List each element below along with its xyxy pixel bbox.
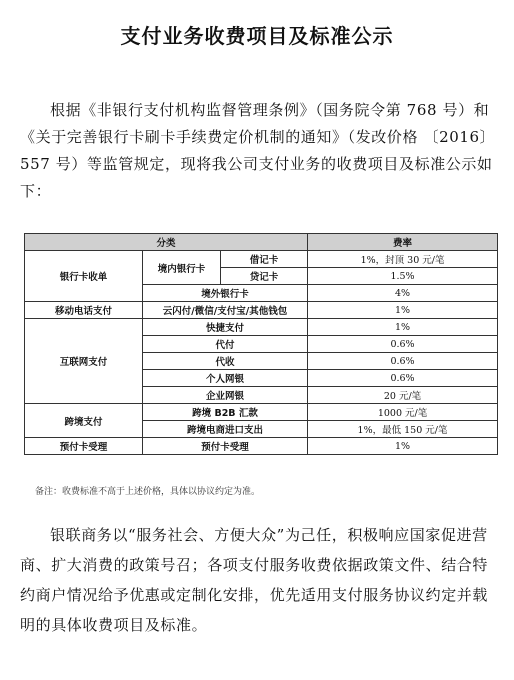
table-row <box>25 404 498 421</box>
rate-prepaid-card: 1% <box>308 438 498 455</box>
header-category: 分类 <box>25 234 308 251</box>
category-mobile-payment: 移动电话支付 <box>25 302 143 319</box>
rate-foreign-card: 4% <box>308 285 498 302</box>
item-corporate-banking: 企业网银 <box>143 387 308 404</box>
item-b2b-remittance: 跨境 B2B 汇款 <box>143 404 308 421</box>
item-payout: 代付 <box>143 336 308 353</box>
fee-table <box>24 233 498 455</box>
category-bank-card: 银行卡收单 <box>25 251 143 302</box>
rate-quick-pay: 1% <box>308 319 498 336</box>
rate-personal-banking: 0.6% <box>308 370 498 387</box>
header-rate: 费率 <box>308 234 498 251</box>
rate-debit-card: 1%，封顶 30 元/笔 <box>308 251 498 268</box>
item-credit-card: 贷记卡 <box>221 268 308 285</box>
category-cross-border: 跨境支付 <box>25 404 143 438</box>
item-debit-card: 借记卡 <box>221 251 308 268</box>
item-personal-banking: 个人网银 <box>143 370 308 387</box>
item-foreign-card: 境外银行卡 <box>143 285 308 302</box>
rate-credit-card: 1.5% <box>308 268 498 285</box>
rate-collection: 0.6% <box>308 353 498 370</box>
page-title: 支付业务收费项目及标准公示 <box>120 24 394 48</box>
item-ecommerce-import: 跨境电商进口支出 <box>143 421 308 438</box>
rate-payout: 0.6% <box>308 336 498 353</box>
item-collection: 代收 <box>143 353 308 370</box>
item-prepaid-card: 预付卡受理 <box>143 438 308 455</box>
item-quick-pay: 快捷支付 <box>143 319 308 336</box>
item-wallets: 云闪付/微信/支付宝/其他钱包 <box>143 302 308 319</box>
closing-paragraph: 银联商务以“服务社会、方便大众”为己任，积极响应国家促进营商、扩大消费的政策号召；各项支付服务收费依据政策文件、结合特约商户情况给予优惠或定制化安排，优先适用支付服务协议约定并载明的具体收费项目及标准。 <box>20 526 489 634</box>
table-note: 备注：收费标准不高于上述价格，具体以协议约定为准。 <box>35 487 261 497</box>
rate-b2b-remittance: 1000 元/笔 <box>308 404 498 421</box>
rate-wallets: 1% <box>308 302 498 319</box>
category-prepaid-card: 预付卡受理 <box>25 438 143 455</box>
table-row <box>25 251 498 268</box>
category-internet-payment: 互联网支付 <box>25 319 143 404</box>
rate-ecommerce-import: 1%，最低 150 元/笔 <box>308 421 498 438</box>
intro-paragraph: 根据《非银行支付机构监督管理条例》（国务院令第 768 号）和《关于完善银行卡刷卡手续费定价机制的通知》（发改价格 〔2016〕557 号）等监管规定，现将我公司支付业务的收费项目及标准公示如下： <box>20 101 496 200</box>
subcategory-domestic-card: 境内银行卡 <box>143 251 221 285</box>
table-header-row <box>25 234 498 251</box>
table-row <box>25 319 498 336</box>
table-row <box>25 438 498 455</box>
table-row <box>25 302 498 319</box>
rate-corporate-banking: 20 元/笔 <box>308 387 498 404</box>
